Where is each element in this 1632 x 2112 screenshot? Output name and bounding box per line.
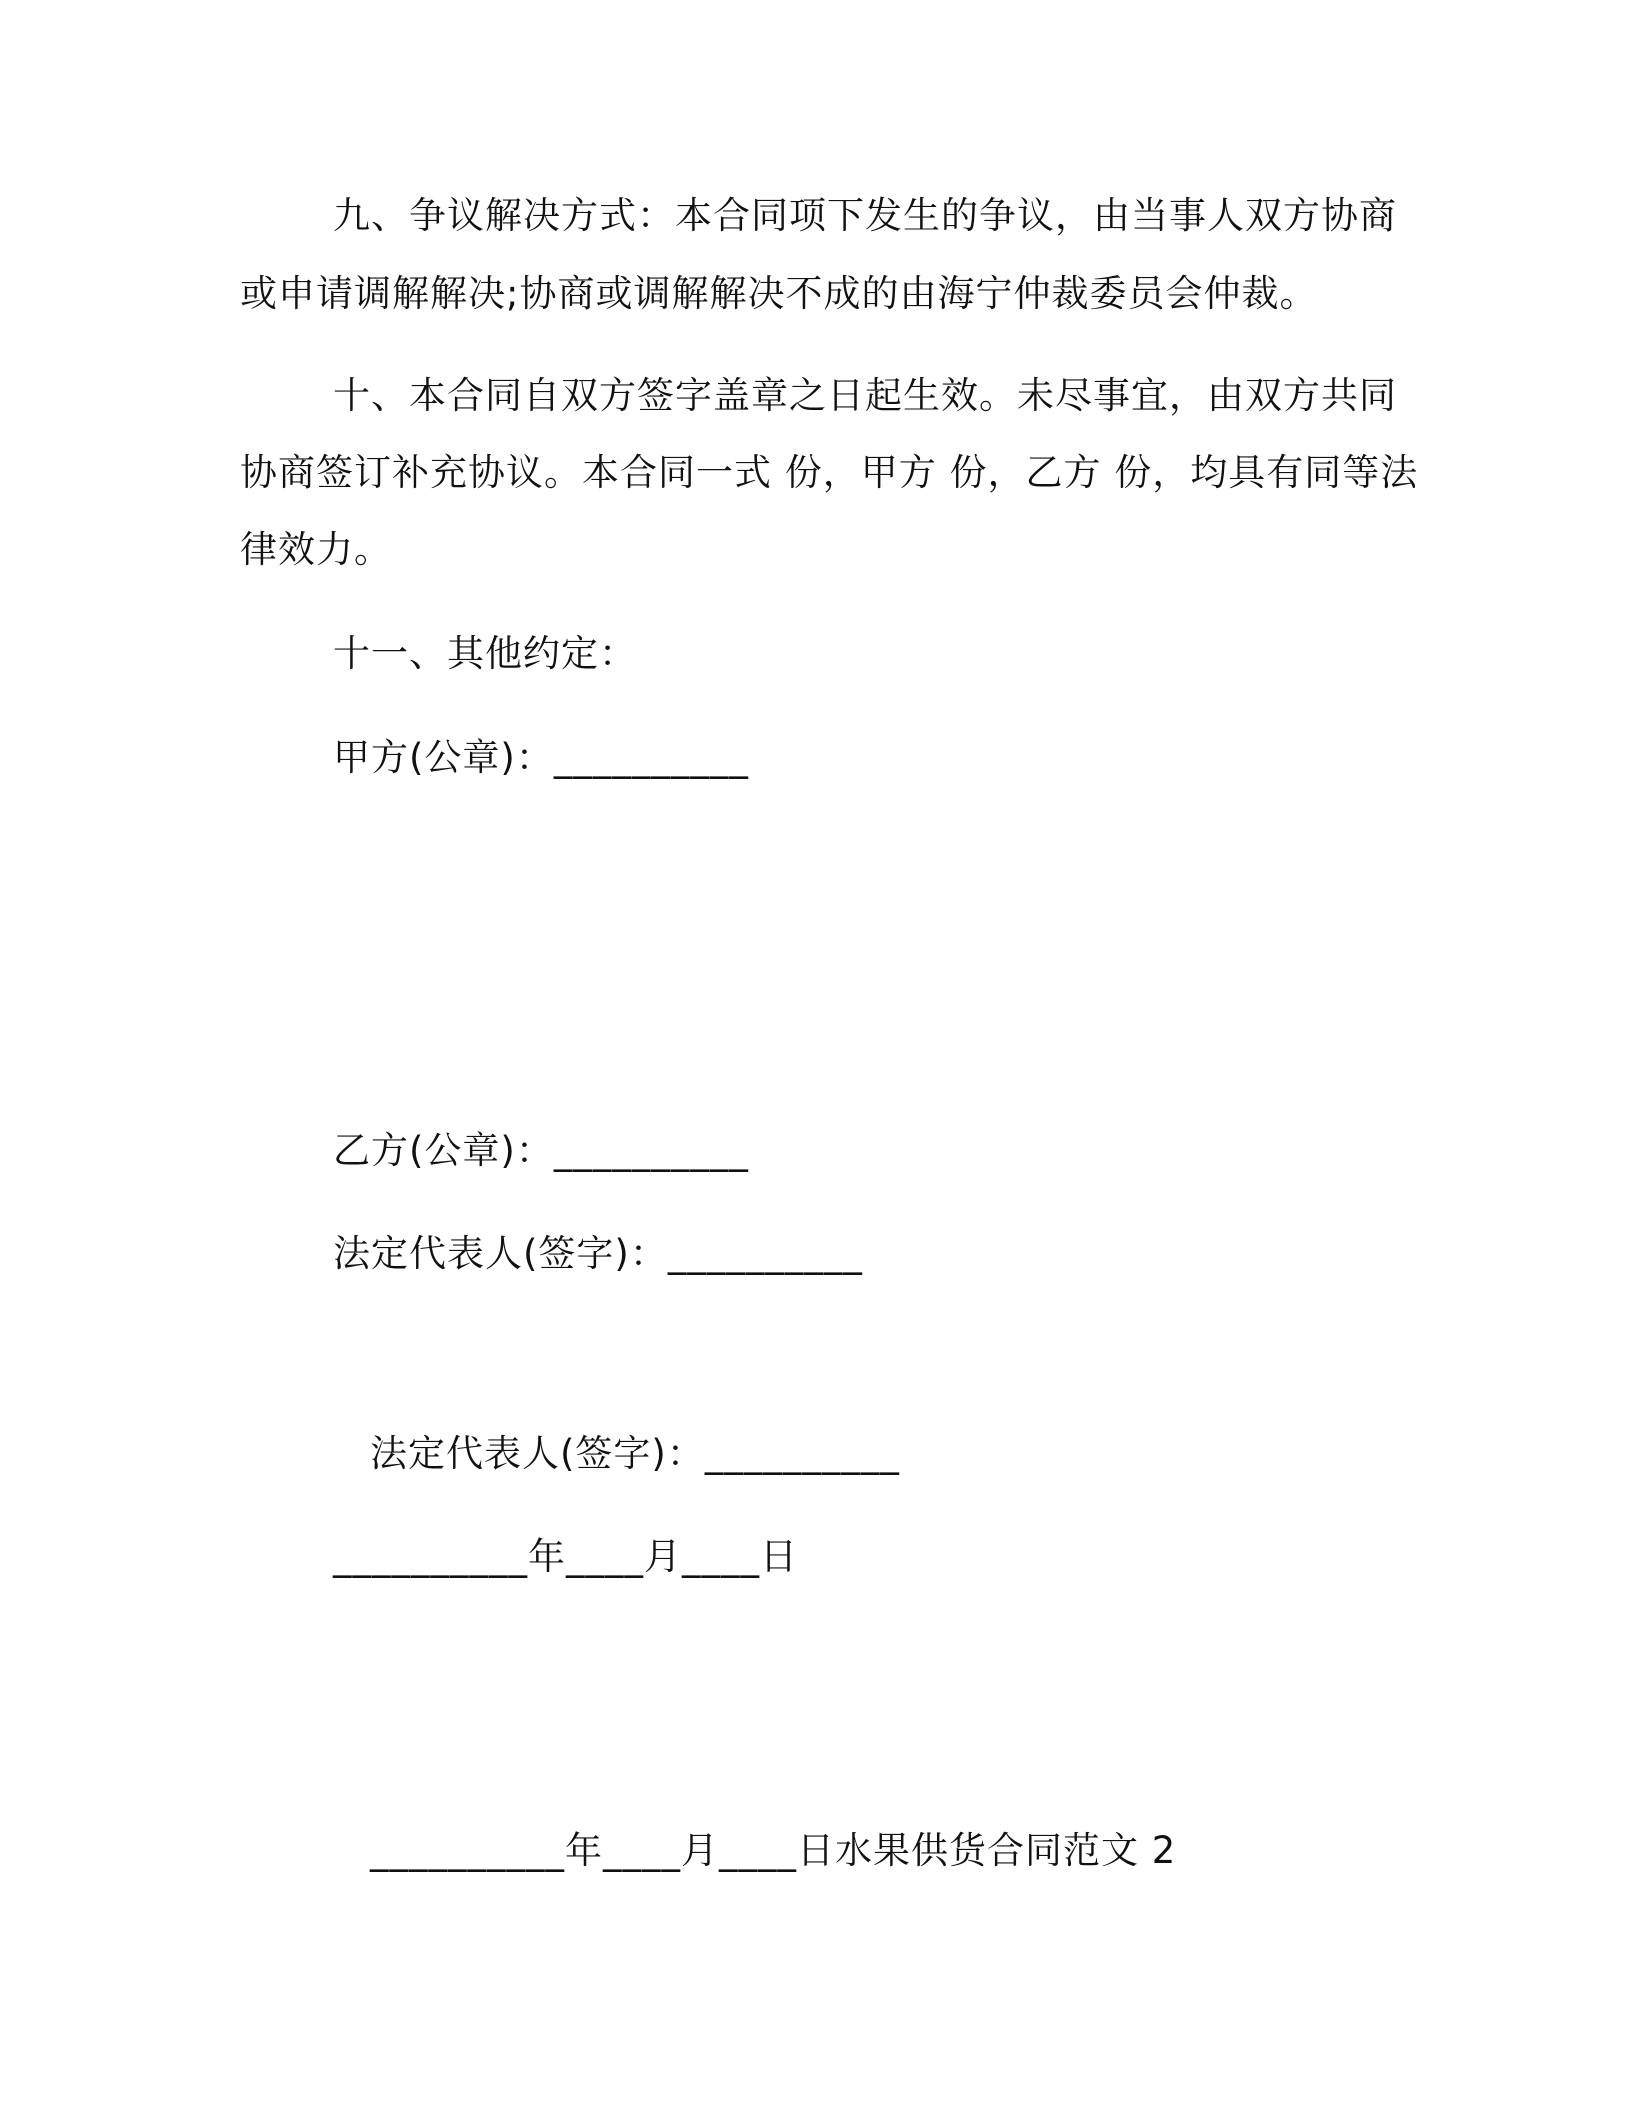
- clause-9-line-1: 九、争议解决方式：本合同项下发生的争议，由当事人双方协商: [333, 194, 1397, 237]
- date-line-2-with-title: __________年____月____日水果供货合同范文 2: [370, 1829, 1177, 1872]
- party-a-seal-line: 甲方(公章)：__________: [333, 736, 749, 779]
- legal-rep-signature-line-1: 法定代表人(签字)：__________: [333, 1232, 863, 1275]
- clause-10-line-1: 十、本合同自双方签字盖章之日起生效。未尽事宜，由双方共同: [333, 374, 1397, 417]
- clause-10-line-2: 协商签订补充协议。本合同一式 份，甲方 份，乙方 份，均具有同等法: [240, 451, 1419, 494]
- clause-11-heading: 十一、其他约定：: [333, 632, 637, 675]
- clause-10-line-3: 律效力。: [240, 528, 392, 571]
- party-b-seal-line: 乙方(公章)：__________: [333, 1129, 749, 1172]
- date-line-1: __________年____月____日: [333, 1535, 798, 1578]
- legal-rep-signature-line-2: 法定代表人(签字)：__________: [370, 1432, 900, 1475]
- clause-9-line-2: 或申请调解解决;协商或调解解决不成的由海宁仲裁委员会仲裁。: [240, 272, 1318, 315]
